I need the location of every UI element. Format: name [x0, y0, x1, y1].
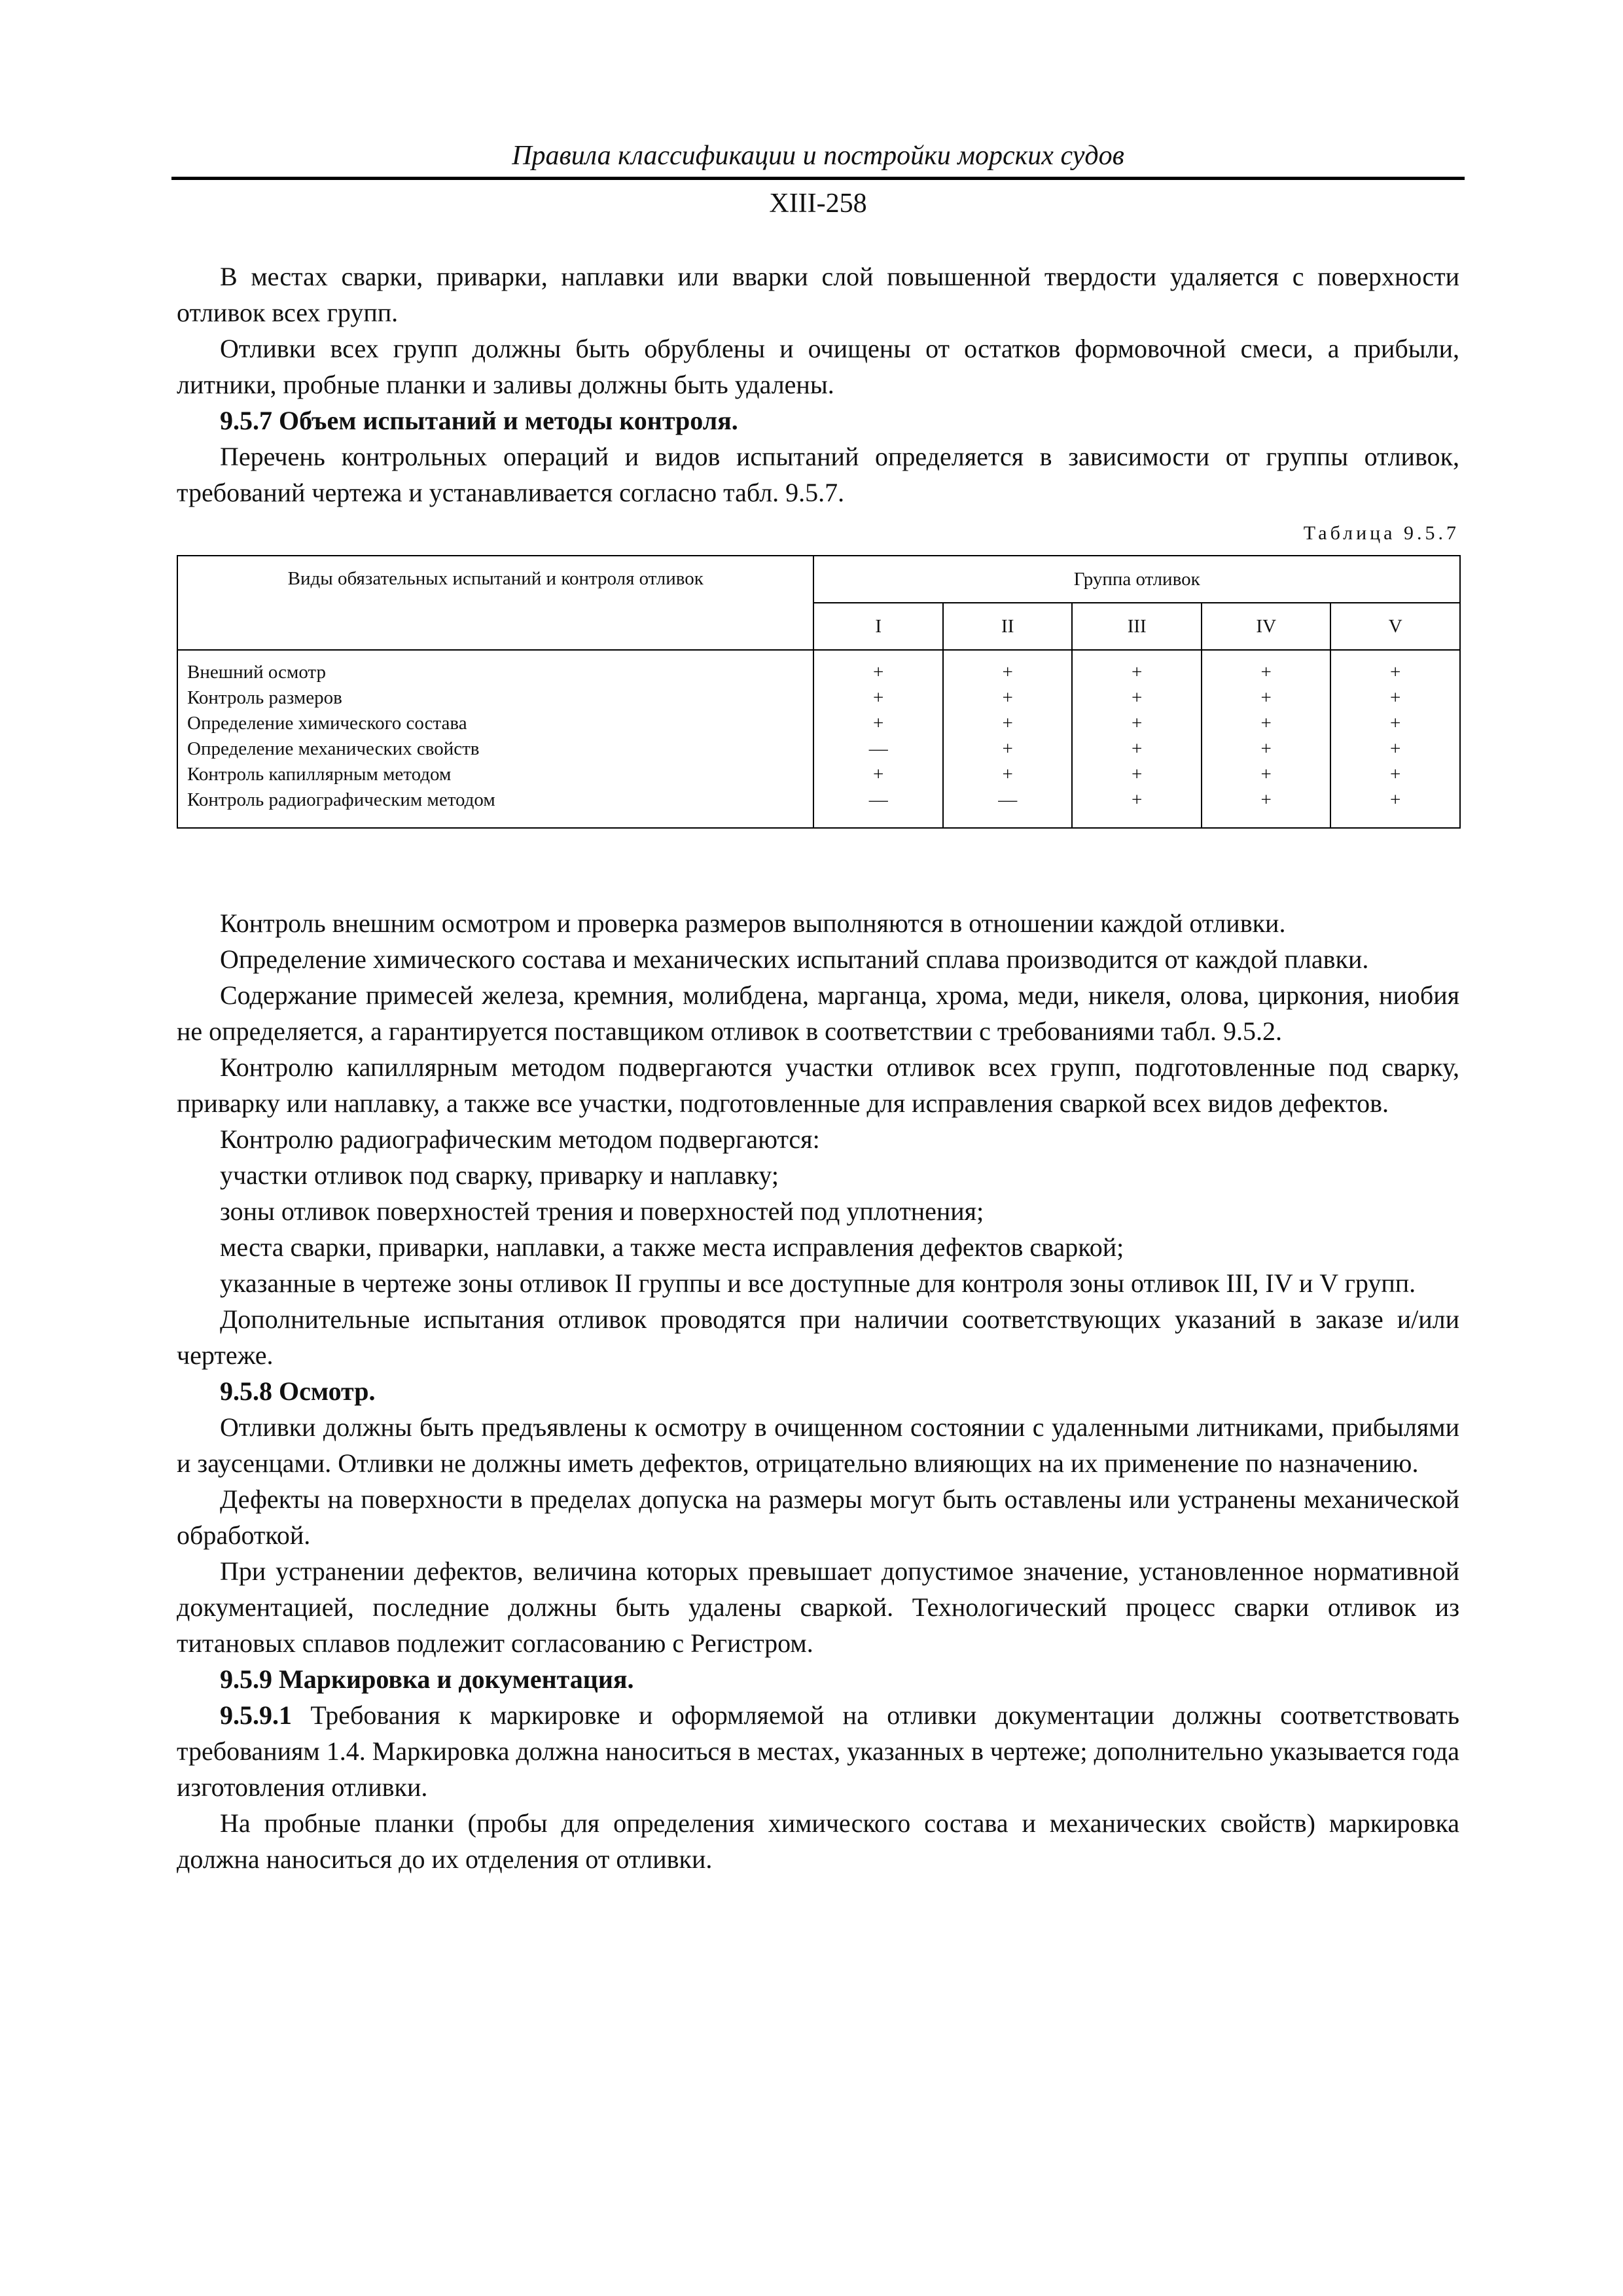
- paragraph: Контроль внешним осмотром и проверка размеров выполняются в отношении каждой отливки.: [220, 908, 1286, 938]
- group-3-marks: [1072, 650, 1202, 828]
- mark: +: [1390, 713, 1401, 734]
- section-heading-9-5-8: 9.5.8 Осмотр.: [220, 1376, 376, 1406]
- paragraph: Контролю капиллярным методом подвергаются участки отливок всех групп, подготовленные под сварку, приварку или наплавку, а также все участки, подготовленные для исправления сваркой всех видов дефектов.: [177, 1052, 1459, 1118]
- paragraph: При устранении дефектов, величина которых превышает допустимое значение, установленное нормативной документацией, последние должны быть удалены сваркой. Технологический процесс сварки отливок из титановых сплавов подлежит согласованию с Регистром.: [177, 1556, 1459, 1658]
- table-header-group-5: V: [1330, 603, 1460, 650]
- paragraph: Отливки должны быть предъявлены к осмотру в очищенном состоянии с удаленными литниками, прибылями и заусенцами. Отливки не должны иметь дефектов, отрицательно влияющих на их применение по назначению.: [177, 1412, 1459, 1478]
- group-4-marks: [1202, 650, 1331, 828]
- table-header-group-3: III: [1072, 603, 1202, 650]
- mark: +: [1390, 662, 1401, 683]
- group-5-marks: [1330, 650, 1460, 828]
- table-header-group-4: IV: [1202, 603, 1331, 650]
- mark: +: [1132, 764, 1143, 785]
- text-block-before-table: [177, 259, 1459, 511]
- mark: +: [873, 764, 884, 785]
- mark: +: [1002, 662, 1013, 683]
- mark: +: [1260, 738, 1272, 759]
- mark: —: [868, 789, 888, 810]
- table-header-groups: Группа отливок: [813, 556, 1460, 603]
- mark: —: [998, 789, 1018, 810]
- tests-table: [177, 555, 1461, 829]
- mark: +: [1132, 662, 1143, 683]
- mark: +: [873, 713, 884, 734]
- section-heading-9-5-7: 9.5.7 Объем испытаний и методы контроля.: [220, 406, 738, 435]
- table-header-tests: Виды обязательных испытаний и контроля отливок: [177, 556, 813, 650]
- subsection-text: Требования к маркировке и оформляемой на отливки документации должны соответствовать требованиям 1.4. Маркировка должна наноситься в местах, указанных в чертеже; дополнительно указывается года изготовления отливки.: [177, 1700, 1459, 1802]
- paragraph: Отливки всех групп должны быть обрублены и очищены от остатков формовочной смеси, а прибыли, литники, пробные планки и заливы должны быть удалены.: [177, 334, 1459, 399]
- group-1-marks: [813, 650, 943, 828]
- table-header-group-2: II: [943, 603, 1073, 650]
- mark: +: [873, 687, 884, 708]
- paragraph: В местах сварки, приварки, наплавки или вварки слой повышенной твердости удаляется с поверхности отливок всех групп.: [177, 262, 1459, 327]
- test-names-cell: [177, 650, 813, 828]
- paragraph: Дефекты на поверхности в пределах допуска на размеры могут быть оставлены или устранены механической обработкой.: [177, 1484, 1459, 1550]
- paragraph: Перечень контрольных операций и видов испытаний определяется в зависимости от группы отливок, требований чертежа и устанавливается согласно табл. 9.5.7.: [177, 442, 1459, 507]
- paragraph: Контролю радиографическим методом подвергаются:: [220, 1124, 820, 1154]
- mark: +: [1390, 789, 1401, 810]
- page-number: XIII-258: [769, 188, 867, 219]
- section-heading-9-5-9: 9.5.9 Маркировка и документация.: [220, 1664, 634, 1694]
- mark: +: [1260, 662, 1272, 683]
- mark: +: [1260, 789, 1272, 810]
- test-name: Внешний осмотр: [187, 662, 326, 683]
- mark: +: [1132, 687, 1143, 708]
- running-header-title: Правила классификации и постройки морских судов: [512, 141, 1124, 171]
- header-divider: [171, 177, 1465, 180]
- subsection-number: 9.5.9.1: [220, 1700, 292, 1730]
- mark: +: [1390, 764, 1401, 785]
- mark: +: [1390, 738, 1401, 759]
- list-item: участки отливок под сварку, приварку и наплавку;: [220, 1160, 779, 1190]
- paragraph: Содержание примесей железа, кремния, молибдена, марганца, хрома, меди, никеля, олова, циркония, ниобия не определяется, а гарантируется поставщиком отливок в соответствии с требованиями табл. 9.5.2.: [177, 980, 1459, 1046]
- paragraph: Дополнительные испытания отливок проводятся при наличии соответствующих указаний в заказе и/или чертеже.: [177, 1304, 1459, 1370]
- list-item: места сварки, приварки, наплавки, а также места исправления дефектов сваркой;: [220, 1232, 1124, 1262]
- paragraph-9-5-9-1: [177, 1697, 1459, 1805]
- list-item: зоны отливок поверхностей трения и поверхностей под уплотнения;: [220, 1196, 984, 1226]
- table-caption: Таблица 9.5.7: [1303, 522, 1459, 544]
- list-item: указанные в чертеже зоны отливок II группы и все доступные для контроля зоны отливок III, IV и V групп.: [220, 1268, 1416, 1298]
- test-name: Контроль размеров: [187, 687, 342, 708]
- table-body-row: [177, 650, 1460, 828]
- group-2-marks: [943, 650, 1073, 828]
- mark: +: [1002, 764, 1013, 785]
- mark: +: [1002, 738, 1013, 759]
- mark: +: [1260, 713, 1272, 734]
- mark: +: [1260, 764, 1272, 785]
- mark: +: [1132, 738, 1143, 759]
- mark: +: [873, 662, 884, 683]
- mark: +: [1132, 713, 1143, 734]
- mark: +: [1260, 687, 1272, 708]
- mark: +: [1390, 687, 1401, 708]
- mark: +: [1132, 789, 1143, 810]
- test-name: Контроль радиографическим методом: [187, 789, 495, 810]
- test-name: Контроль капиллярным методом: [187, 764, 452, 785]
- test-name: Определение химического состава: [187, 713, 467, 734]
- text-block-after-table: [177, 905, 1459, 1877]
- mark: +: [1002, 713, 1013, 734]
- mark: —: [868, 738, 888, 759]
- mark: +: [1002, 687, 1013, 708]
- paragraph: Определение химического состава и механических испытаний сплава производится от каждой плавки.: [220, 944, 1369, 974]
- table-header-group-1: I: [813, 603, 943, 650]
- test-name: Определение механических свойств: [187, 738, 480, 759]
- paragraph: На пробные планки (пробы для определения химического состава и механических свойств) маркировка должна наноситься до их отделения от отливки.: [177, 1808, 1459, 1874]
